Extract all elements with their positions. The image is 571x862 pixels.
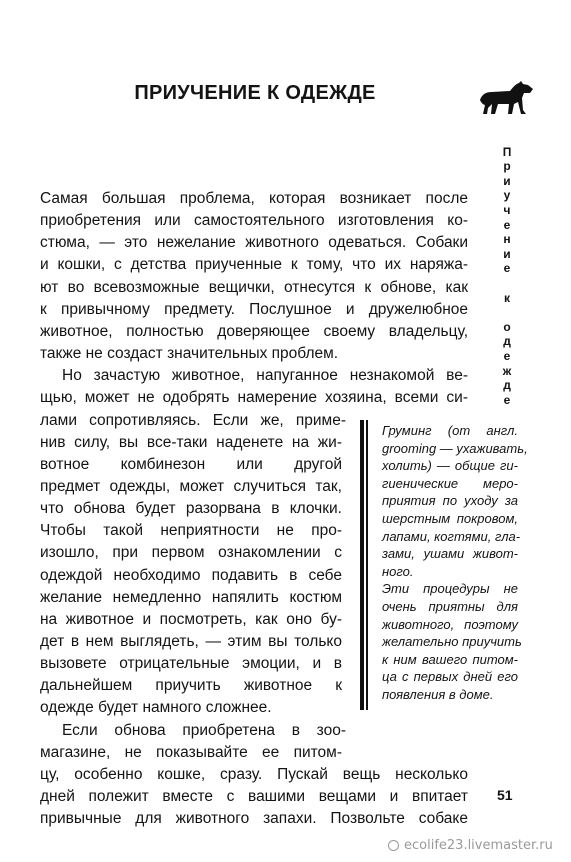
body-line: Самая большая проблема, которая возникает после [40,190,468,207]
note-line: grooming — ухаживать, [382,440,528,456]
body-line: Если обнова приобретена в зоо- [62,721,346,739]
note-line: приятия по уходу за [382,493,518,509]
body-line: что обнова будет разорвана в клочки. [40,500,342,518]
note-line: зами, ушами живот- [382,546,518,562]
side-running-title [500,130,514,407]
watermark-text: ecolife23.livemaster.ru [404,838,553,853]
body-line: цу, особенно кошке, сразу. Пускай вещь несколько [40,765,468,783]
body-line: привычные для животного запахи. Позвольте собаке [40,810,468,828]
note-line: лапами, когтями, гла- [382,528,521,544]
body-line: дальнейшем приучить животное к [40,677,342,695]
body-line: одежде будет намного сложнее. [40,699,272,717]
body-line: стюма, — это нежелание животного одеваться. Собаки [40,234,468,252]
note-line: холить) — общие ги- [382,458,518,474]
body-line: магазине, не показывайте ее питом- [40,743,342,761]
body-line: щью, может не одобрять намерение хозяина, всеми си- [40,389,468,407]
body-line: одеждой необходимо подавить в себе [40,566,342,584]
note-bar-thick [360,420,364,710]
body-line: дет в нем выглядеть, — этим вы только [40,633,342,650]
note-line: шерстным покровом, [382,511,518,526]
body-line: нив силу, вы все-таки наденете на жи- [40,433,342,451]
body-line: к привычному предмету. Послушное и дружелюбное [40,300,468,318]
body-line: Чтобы такой неприятности не про- [40,522,342,540]
dog-silhouette-icon [478,80,534,116]
watermark [388,838,553,853]
note-line: животного, поэтому [382,616,518,632]
body-line: вотное комбинезон или другой [40,455,342,473]
note-line: появления в доме. [382,687,494,702]
note-line: к ним вашего питом- [382,651,518,667]
note-line: ного. [382,563,414,579]
body-line: предмет одежды, может случиться так, [40,477,342,495]
body-line: на животное и посмотреть, как оно бу- [40,610,342,628]
body-line: животное, полностью доверяющее своему владельцу, [40,322,468,340]
note-line: ца с первых дней его [382,669,518,685]
body-line: также не создаст значительных проблем. [40,345,339,363]
body-line: вызовете отрицательные эмоции, и в [40,655,342,673]
body-line: лами сопротивляясь. Если же, приме- [40,411,346,429]
page-title: ПРИУЧЕНИЕ К ОДЕЖДЕ [134,82,376,104]
side-title-text: П р и у ч е н и е к о д е ж д е [502,144,512,407]
body-line: изошло, при первом ознакомлении с [40,544,342,562]
note-line: гиенические меро- [382,475,518,491]
body-line: дней полежит вместе с вашими вещами и впитает [40,788,468,806]
watermark-logo-icon [388,840,399,851]
body-line: и кошки, с детства приученные к тому, что их наряжа- [40,256,468,274]
body-line: Но зачастую животное, напуганное незнакомой ве- [62,367,468,385]
note-line: желательно приучить [382,634,522,650]
page-number: 51 [497,787,513,803]
body-line: ют во всевозможные вещички, отнесутся к обнове, как [40,278,468,296]
note-line: Эти процедуры не [382,581,518,597]
body-line: приобретения или самостоятельного изготовления ко- [40,212,468,230]
note-line: очень приятны для [382,599,518,614]
note-line: Груминг (от англ. [382,423,518,438]
note-bar-thin [366,420,368,710]
body-line: желание немедленно напялить костюм [40,588,342,606]
